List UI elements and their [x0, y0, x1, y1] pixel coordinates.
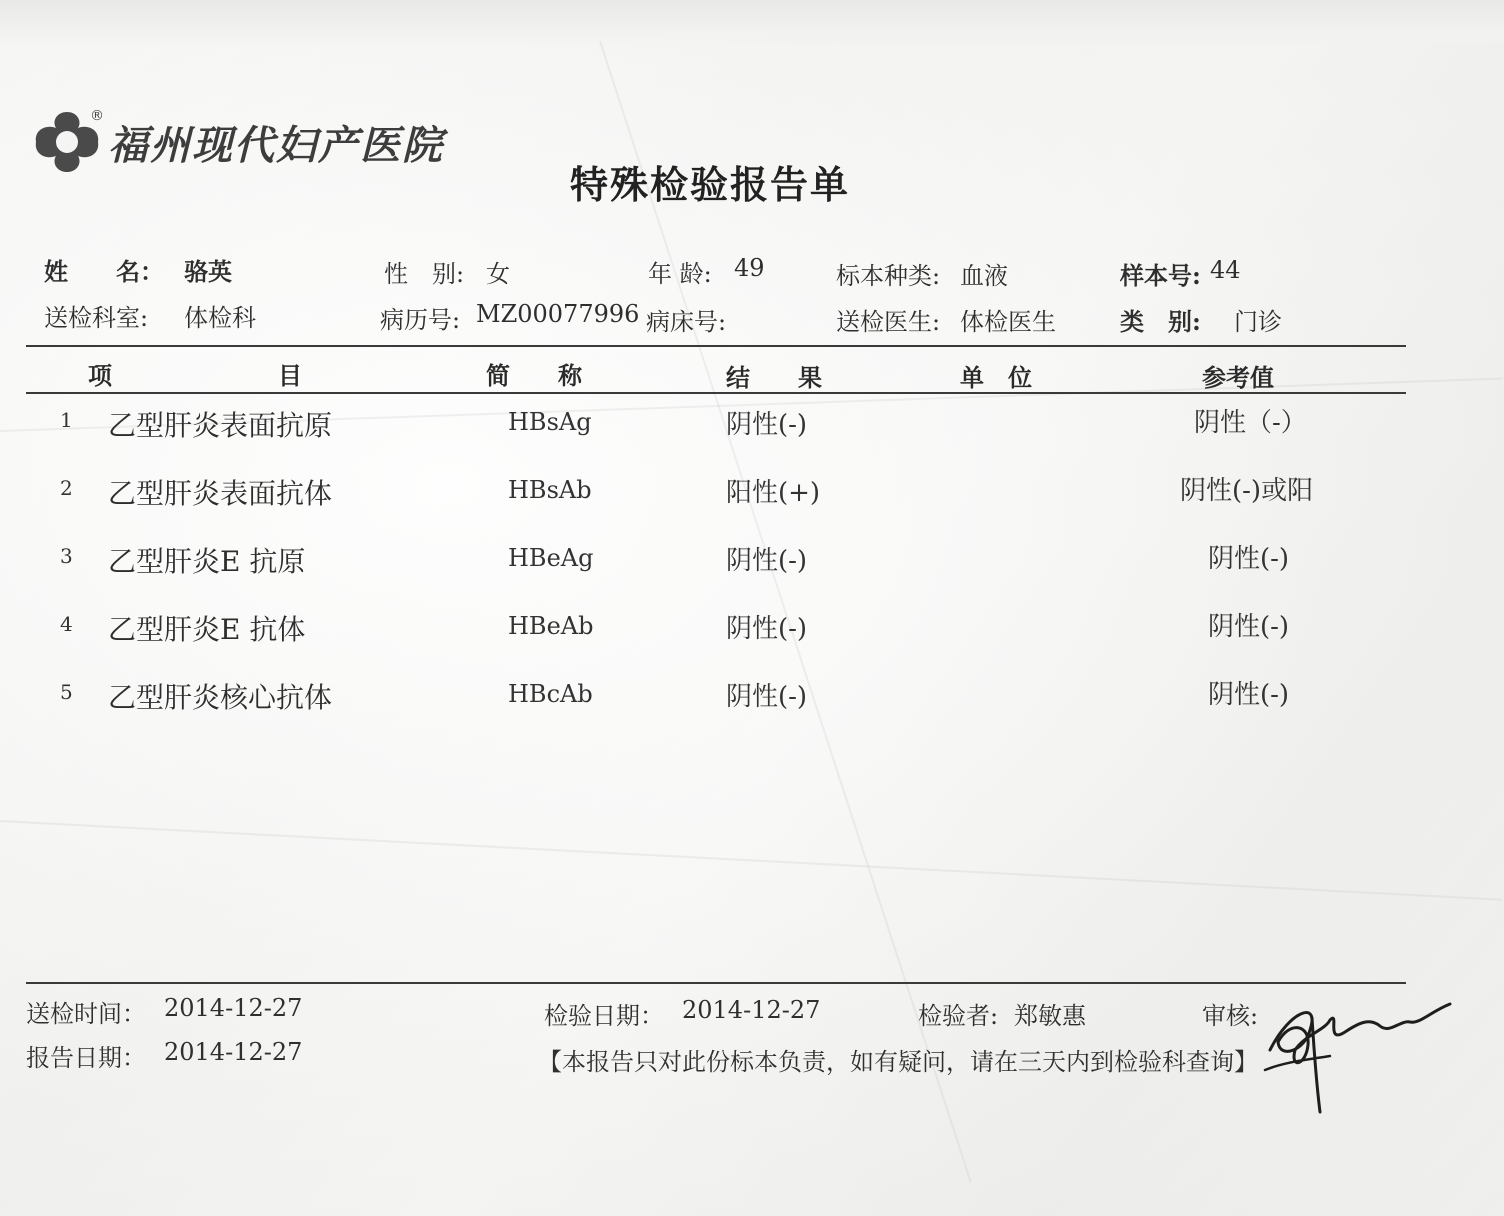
row-result: 阴性(-): [726, 614, 808, 644]
row-result: 阴性(-): [726, 546, 808, 576]
header-abbr: 简 称: [486, 361, 582, 390]
reviewer-signature-icon: [1250, 990, 1460, 1120]
row-abbr: HBsAg: [508, 408, 592, 436]
row-result: 阴性(-): [726, 410, 808, 440]
row-number: 5: [60, 680, 73, 704]
footer-rule: [26, 982, 1406, 984]
row-item: 乙型肝炎表面抗原: [108, 409, 333, 442]
row-number: 1: [60, 408, 73, 432]
row-abbr: HBeAg: [508, 544, 594, 572]
sample-no-label: 样本号:: [1120, 261, 1201, 290]
row-reference: 阴性(-)或阳: [1180, 476, 1314, 506]
specimen-label: 标本种类:: [836, 262, 941, 290]
tester-label: 检验者:: [918, 1002, 999, 1030]
row-number: 2: [60, 476, 73, 500]
record-no-label: 病历号:: [380, 306, 461, 334]
row-reference: 阴性(-): [1208, 612, 1290, 642]
registered-mark: ®: [90, 108, 104, 124]
age-value: 49: [734, 254, 765, 282]
submit-time-label: 送检时间：: [26, 1000, 146, 1028]
dept-value: 体检科: [184, 304, 256, 332]
table-header-rule: [26, 392, 1406, 394]
category-label: 类 别:: [1120, 307, 1201, 336]
row-result: 阴性(-): [726, 682, 808, 712]
header-unit: 单 位: [960, 363, 1032, 392]
row-item: 乙型肝炎E 抗原: [108, 545, 306, 578]
doctor-label: 送检医生:: [836, 308, 941, 336]
tester-value: 郑敏惠: [1014, 1002, 1086, 1030]
row-item: 乙型肝炎核心抗体: [108, 681, 333, 714]
row-abbr: HBcAb: [508, 680, 593, 708]
doctor-value: 体检医生: [960, 308, 1056, 336]
reviewer-label: 审核:: [1202, 1002, 1259, 1030]
age-label: 年 龄:: [648, 260, 712, 288]
row-reference: 阴性(-): [1208, 680, 1290, 710]
hospital-name: 福州现代妇产医院: [108, 122, 444, 169]
sample-no-value: 44: [1210, 256, 1241, 284]
row-number: 4: [60, 612, 73, 636]
dept-label: 送检科室:: [44, 304, 149, 332]
row-result: 阳性(+): [726, 478, 821, 508]
specimen-value: 血液: [960, 262, 1008, 290]
row-abbr: HBeAb: [508, 612, 594, 640]
submit-time-value: 2014-12-27: [164, 994, 303, 1022]
patient-name: 骆英: [184, 257, 232, 286]
row-abbr: HBsAb: [508, 476, 592, 504]
header-result: 结 果: [726, 363, 822, 392]
row-item: 乙型肝炎E 抗体: [108, 613, 306, 646]
report-date-value: 2014-12-27: [164, 1038, 303, 1066]
gender-value: 女: [486, 260, 510, 288]
patient-name-label: 姓 名：: [44, 257, 164, 286]
row-number: 3: [60, 544, 73, 568]
report-date-label: 报告日期：: [26, 1044, 146, 1072]
header-item-a: 项: [88, 361, 112, 390]
row-item: 乙型肝炎表面抗体: [108, 477, 333, 510]
gender-label: 性 别:: [384, 260, 465, 288]
test-date-value: 2014-12-27: [682, 996, 821, 1024]
report-title: 特殊检验报告单: [570, 162, 851, 207]
test-date-label: 检验日期：: [544, 1002, 664, 1030]
row-reference: 阴性（-）: [1194, 408, 1307, 438]
disclaimer: 【本报告只对此份标本负责，如有疑问，请在三天内到检验科查询】: [538, 1048, 1258, 1076]
table-top-rule: [26, 345, 1406, 347]
scan-edge: [0, 0, 1504, 48]
row-reference: 阴性(-): [1208, 544, 1290, 574]
category-value: 门诊: [1234, 308, 1282, 336]
record-no-value: MZ00077996: [476, 300, 640, 328]
header-reference: 参考值: [1202, 363, 1274, 392]
header-item-b: 目: [278, 361, 302, 390]
bed-no-label: 病床号:: [646, 308, 727, 336]
